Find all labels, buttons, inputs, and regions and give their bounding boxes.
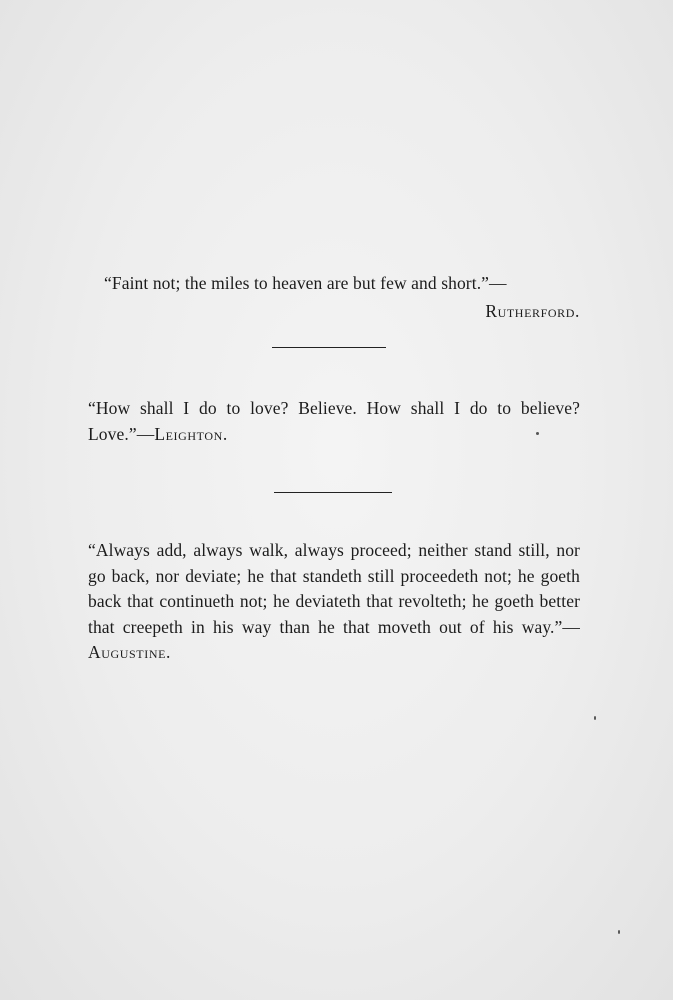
paper-speck xyxy=(594,716,596,720)
quote-text: “Always add, always walk, always proceed; neither stand still, nor go back, nor deviate; he that standeth still proceedeth not; he goeth back that continueth not; he deviateth that revolteth; he goeth better that creepeth in his way than he that moveth out of his way.”— xyxy=(88,540,580,637)
quote-attribution: Rutherford. xyxy=(485,300,580,321)
quote-rutherford xyxy=(88,271,580,324)
quote-attribution: Leighton. xyxy=(154,423,228,444)
quote-attribution: Augustine. xyxy=(88,642,172,662)
quote-augustine xyxy=(88,538,580,666)
paper-speck xyxy=(536,432,539,435)
quote-text: “Faint not; the miles to heaven are but few and short.”— xyxy=(104,273,507,293)
paper-speck xyxy=(618,930,620,934)
quote-text: “How shall I do to love? Believe. How shall I do to believe? Love.”— xyxy=(88,398,580,444)
quote-leighton xyxy=(88,396,580,447)
section-divider xyxy=(274,492,392,493)
section-divider xyxy=(272,347,386,348)
